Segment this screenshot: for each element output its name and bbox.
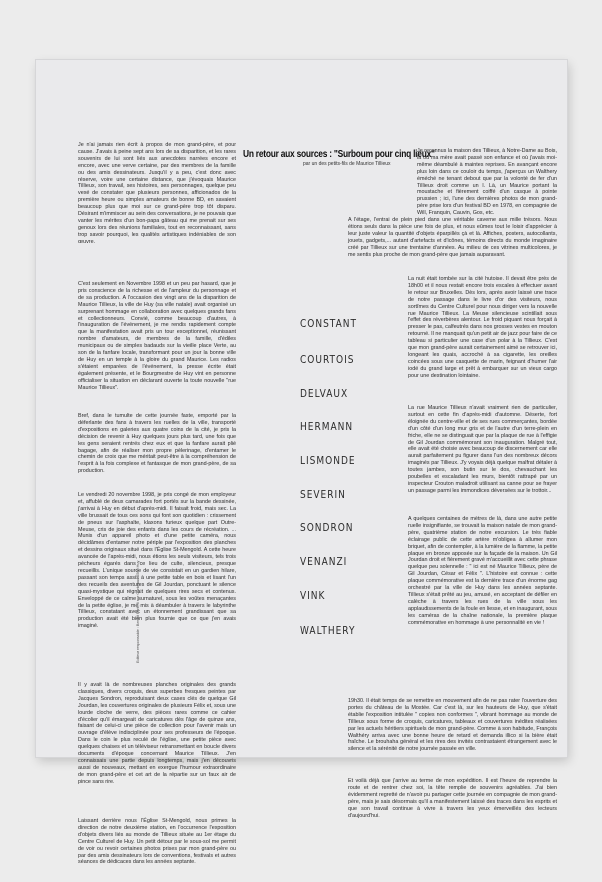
left-paragraph-4: Le vendredi 20 novembre 1998, je pris congé de mon employeur et, affublé de deux camarades fort portés sur la bande dessinée, j'arrivai à Huy en début d'après-midi. Il faisait froid, mais sec. La ville brussait de tous ces sons qui font son quotidien : crissement de pneus sur l'asphalte, klaxons furieux quelque part Outre-Meuse, cris de joie des enfants dans les cours de récréation. ... Munis d'un appareil photo et d'une petite caméra, nous décidâmes d'entamer notre périple par l'exposition des planches et dessins originaux situé dans l'Église St-Mengold. A cette heure avancée de l'après-midi, nous étions les seuls visiteurs, tels trois pécheurs égarés dans ce lieu de culte, silencieux, presque recueillis. L'unique source de vie consistait en un gardien hilare, passant son temps assis à une petite table en bois et lisant l'un des recueils des aventures de Gil Jourdan, ponctuant le silence quasi-mystique qui régnait de quelques rires secs et contenus. Enveloppé de ce calme surnaturel, sous les voûtes menaçantes de la petite église, je me mis à déambuler à travers le labyrinthe Tillieux, constatant avec un étonnement grandissant que sa production avait été bien plus fournie que ce que j'en avais imaginé. [78,492,236,630]
artist-name: COURTOIS [300,353,355,366]
right-paragraph-4: La rue Maurice Tillieux n'avait vraiment rien de particulier, surtout en cette fin d'après-midi d'automne. Déserte, fort éloignée du centre-ville et de ses rues commerçantes, bordée d'un côté d'un long mur gris et de l'autre d'un terre-plein en friche, elle ne se distinguait que par la plaque de rue à l'effigie de Gil Jourdan commémorant son inauguration. Malgré tout, elle avait été choisie avec beaucoup de discernement car elle aurait parfaitement pu figurer dans l'un des nombreux décors imaginés par Tillieux. J'y voyais déjà quelque malfrat détaler à toutes jambes, son butin sur le dos, chevauchant les poubelles et escaladant les murs, bientôt rattrapé par un inspecteur Crouton maladroit utilisant sa canne pour se frayer un passage parmi les immondices déversées sur le trottoir... [408,405,557,494]
left-paragraph-1: Je n'ai jamais rien écrit à propos de mon grand-père, et pour cause. J'avais à peine sept ans lors de sa disparition, et les rares souvenirs de lui sont liés aux anecdotes narrées encore et encore, avec une verve certaine, par des membres de la famille ou des amis dessinateurs. Jusqu'il y a peu, c'est donc avec réserve, voire une certaine distance, que j'évoquais Maurice Tillieux, son travail, ses histoires, ses personnages, quelque peu vexé de constater que plusieurs personnes, afficionados de la première heure ou simples amateurs de bonne BD, en savaient beaucoup plus que moi sur ce grand-père trop tôt disparu. Désirant m'immiscer au sein des conversations, je ne pouvais que vanter les mérites d'un bon-papa gâteau qui me prenait sur ses genoux lors des réunions familiales, tout en reconnaissant, sans trop savoir pourquoi, les qualités artistiques indéniables de son œuvre. [78,142,236,245]
article-header [243,148,435,167]
right-paragraph-5: A quelques centaines de mètres de là, dans une autre petite ruelle insignifiante, se trouvait la maison natale de mon grand-père, quatrième station de notre excursion. Le très fiable éclairage public de cette artère m'obligea à allumer mon briquet, afin de contempler, à la lumière de la flamme, la petite plaque en bronze apposée sur la façade de la maison. Un Gil Jourdan droit et fièrement gravé m'accueillit avec cette phrase quelque peu solennelle : " ici est né Maurice Tillieux, père de Gil Jourdan, César et Félix ". L'histoire est connue : cette plaque commémorative est la dernière trace d'un énorme gag orchestré par la ville de Huy dans les années septante. Tillieux s'était prêté au jeu, amusé, en acceptant de défiler en calèche à travers les rues de la ville sous les applaudissements de la foule en liesse, et en inaugurant, sous les caméras de la chaîne nationale, la première plaque commémorative en hommage à une personnalité en vie ! [408,516,557,626]
artist-name: WALTHERY [300,624,356,637]
artist-name: DELVAUX [300,387,349,400]
artist-name: VINK [300,589,326,602]
left-paragraph-6: Laissant derrière nous l'Église St-Mengold, nous primes la direction de notre deuxième station, en l'occurrence l'exposition d'objets divers liés au monde de Tillieux située au 1er étage du Centre Culturel de Huy. Un petit détour par le sous-sol me permit de voir ou revoir certaines photos prises par mon grand-père ou par des amis dessinateurs lors de conventions, festivals et autres séances de dédicaces dans les années septante. [78,818,236,866]
article-byline: par un des petits-fils de Maurice Tillieux [303,161,391,167]
left-paragraph-5: Il y avait là de nombreuses planches originales des grands classiques, divers croquis, deux superbes fresques peintes par Jacques Sondron, reproduisant deux cases clés de quelque Gil Jourdan, les couvertures originales de plusieurs Félix et, sous une lourde cloche de verre, des pièces rares comme ce cahier d'écolier qu'il émargeait de caricatures dès l'âge de quinze ans, faisant de celui-ci une pièce de collection pour l'avenir mais un ouvrage d'élève indisciplinée pour ses professeurs de l'époque. Dans le coin le plus reculé de l'église, une petite pièce avec quelques chaises et un téléviseur retransmettant en boucle divers documents d'époque concernant Maurice Tillieux. J'en connaissais une partie depuis longtemps, mais j'en découvris aussi de nouveaux, mettant en exergue l'humour extraordinaire de mon grand-père et cet art de la répartie sur un faux air de pince sans rire. [78,682,236,785]
artist-name: SEVERIN [300,488,346,501]
right-paragraph-2: A l'étage, l'entrai de plein pied dans une véritable caverne aux mille trésors. Nous étions seuls dans la pièce une fois de plus, et nous eûmes tout le loisir d'apprécier à leur juste valeur la quantité d'objets éparpillés çà et là. Affiches, posters, autocollants, jouets, gadgets,... autant d'artefacts et d'icônes, témoins directs du monde imaginaire créé par Tillieux sur une trentaine d'années. Au milieu de ces vitrines multicolores, je me sentis plus proche de mon grand-père que jamais auparavant. [348,217,557,258]
right-paragraph-1: Je reconnus la maison des Tillieux, à Notre-Dame au Bois, là où ma mère avait passé son enfance et où j'avais moi-même déambulé à maintes reprises. En avançant encore plus loin dans ce couloir du temps, j'aperçus un Walthery éméché ne tenant debout que par la volonté de fer d'un Tillieux droit comme un I. Là, un Maurice portant la moustache et fièrement coiffé d'un casque à pointe prussien ; ici, l'une des dernières photos de mon grand-père prise lors d'un festival BD en 1978, en compagnie de Will, Franquin, Cauvin, Gos, etc. [417,148,557,217]
left-paragraph-2: C'est seulement en Novembre 1998 et un peu par hasard, que je pris conscience de la richesse et de l'ampleur du personnage et de sa production. A l'occasion des vingt ans de la disparition de Maurice Tillieux, la ville de Huy (sa ville natale) avait organisé un surprenant hommage en collaboration avec quelques grands fans et collectionneurs. Convié, comme beaucoup d'autres, à l'inauguration de l'événement, je me rendis rapidement compte que la manifestation avait pris un tour exceptionnel, réunissant nombre d'amateurs, de membres de la famille, d'édiles municipaux ou de simples badauds sur la vieille place Verte, au son de la fanfare locale, transformant pour un jour la bonne ville de Huy en un temple à la gloire du grand Maurice. Les radios s'étaient emparées de l'événement, la presse écrite était également présente, et le Bourgmestre de Huy vint en personne officialiser la situation en déclarant ouverte la toute nouvelle "rue Maurice Tillieux". [78,281,236,391]
article-page [36,60,567,866]
publisher-credit: Editeur responsable : Benoît Fhrit, 8 rue Gorbeaux 4500 Huy [136,560,140,663]
artist-name: CONSTANT [300,317,357,330]
artist-name: SONDRON [300,521,354,534]
artist-name: HERMANN [300,420,354,433]
left-paragraph-3: Bref, dans le tumulte de cette journée faste, emporté par la déferlante des fans à travers les ruelles de la ville, transporté d'expositions en galeries aux quatre coins de la cité, je pris la décision de revenir à Huy quelques jours plus tard, une fois que les gens seraient rentrés chez eux et que la fanfare aurait plié bagage, afin de réaliser mon propre pèlerinage, d'entamer le chemin de croix que me méritait peut-être à la compréhension de l'esprit à la fois complexe et fantasque de mon grand-père, de sa production. [78,413,236,475]
artist-name: VENANZI [300,555,348,568]
right-paragraph-3: La nuit était tombée sur la cité hutoise. Il devait être près de 18h00 et il nous restait encore trois escales à effectuer avant le retour sur Bruxelles. Dès lors, après avoir laissé une trace de notre passage dans le livre d'or des visiteurs, nous sortîmes du Centre Culturel pour nous diriger vers la nouvelle rue Maurice Tillieux. La Meuse silencieuse scintillait sous l'effet des réverbères alentour. Le froid piquant nous forçait à presser le pas, calfeutrés dans nos grosses vestes en mouton retourné. Il ne manquait qu'un petit air de jazz pour faire de ce tableau si particulier une case d'un polar à la Tillieux. C'est que mon grand-père aurait certainement aimé se retrouver ici, longeant les quais, accroché à sa cigarette, les oreilles coincées sous une casquette de marin, feignant d'humer l'air iodé du grand large et prêt à embarquer sur un vieux cargo pour une destination lointaine. [408,276,557,379]
right-paragraph-7: Et voilà déjà que j'arrive au terme de mon expédition. Il est l'heure de reprendre la route et de rentrer chez soi, la tête remplie de souvenirs agréables. J'ai bien évidemment regretté de n'avoir pu partager cette journée en compagnie de mon grand-père, mais je sais désormais qu'il a manifestement laissé des traces dans les esprits et que son travail continue à vivre à travers les yeux émerveillés des lecteurs d'aujourd'hui. [348,778,557,819]
artist-name: LISMONDE [300,454,356,467]
article-title: Un retour aux sources : "Surboum pour cinq lieux" [243,148,435,160]
right-paragraph-6: 19h30. Il était temps de se remettre en mouvement afin de ne pas rater l'ouverture des portes du château de la Mostée. Car c'est là, sur les hauteurs de Huy, que s'était établie l'exposition intitulée " copies non conformes ", vibrant hommage au monde de Tillieux sous forme de croquis, caricatures, tableaux et couvertures inédites réalisées par les actuels héritiers spirituels de mon grand-père. Comme à son habitude, François Walthéry arriva avec une bonne heure de retard et demanda illico si la bière était fraîche. Le brouhaha général et les rires des invités contrastaient étrangement avec le silence et la sérénité de notre journée passée en ville. [348,698,557,753]
